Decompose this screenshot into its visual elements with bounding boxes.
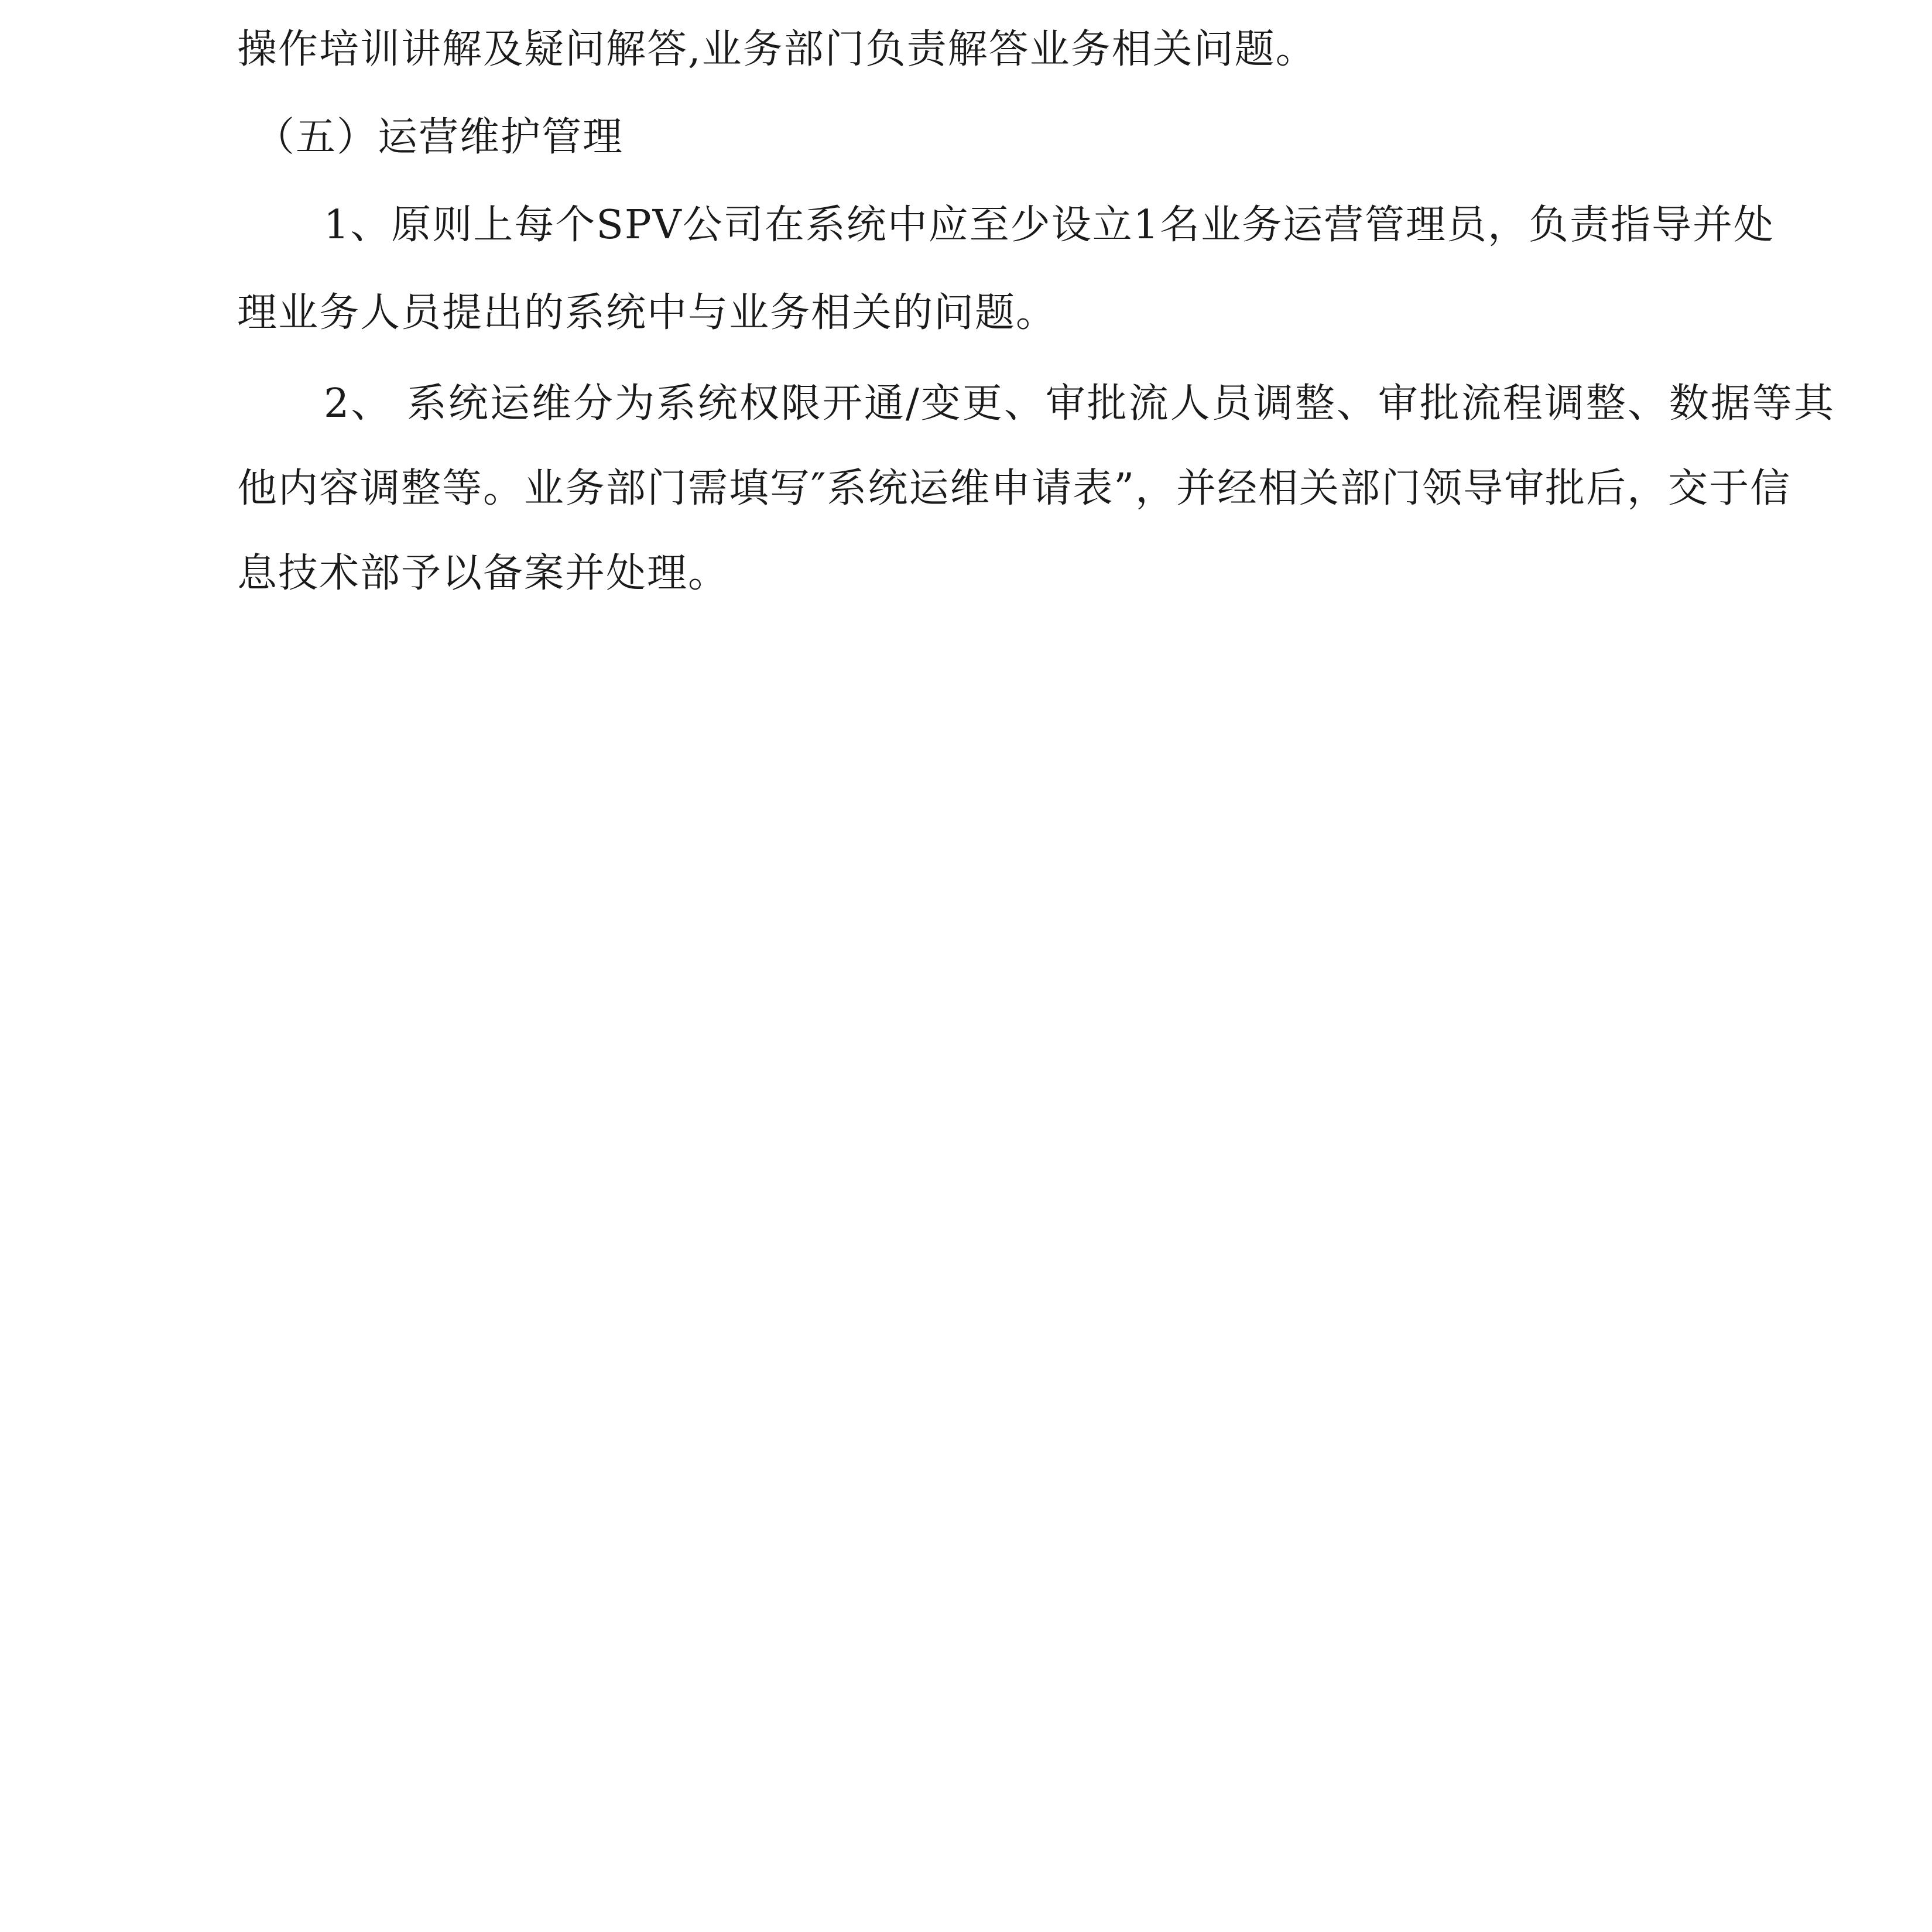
item-2-line-2: 他内容调整等。业务部门需填写″系统运维申请表”，并经相关部门领导审批后，交于信 (237, 465, 1791, 512)
section-heading: （五）运营维护管理 (255, 114, 624, 160)
item-1-line-2: 理业务人员提出的系统中与业务相关的问题。 (237, 290, 1057, 336)
document-body (237, 18, 1862, 600)
continuation-line: 操作培训讲解及疑问解答,业务部门负责解答业务相关问题。 (237, 26, 1317, 73)
item-2-line-1: 2、 系统运维分为系统权限开通/变更、审批流人员调整、审批流程调整、数据等其 (324, 381, 1835, 427)
item-2-line-3: 息技术部予以备案并处理。 (237, 550, 729, 597)
item-1-line-1: 1、原则上每个SPV公司在系统中应至少设立1名业务运营管理员，负责指导并处 (324, 202, 1775, 248)
